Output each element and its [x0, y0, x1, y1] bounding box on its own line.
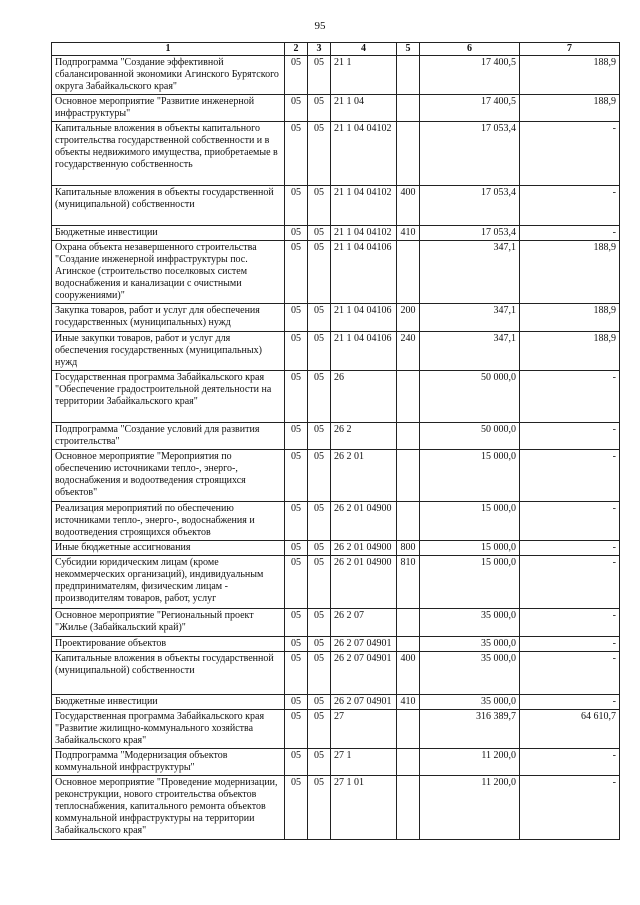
row-section-cell: 05: [285, 371, 308, 423]
row-name-cell: Капитальные вложения в объекты государственной (муниципальной) собственности: [52, 186, 285, 226]
row-amount-cell: 11 200,0: [420, 776, 520, 840]
row-expense-type-cell: 240: [397, 332, 420, 371]
row-federal-amount-cell: 188,9: [520, 332, 620, 371]
row-target-code-cell: 21 1 04 04102: [331, 226, 397, 241]
column-header-4: 4: [331, 43, 397, 56]
row-target-code-cell: 26 2 01 04900: [331, 502, 397, 541]
table-row: [52, 95, 620, 122]
row-amount-cell: 316 389,7: [420, 710, 520, 749]
row-expense-type-cell: [397, 450, 420, 502]
budget-table: [51, 42, 620, 840]
row-federal-amount-cell: -: [520, 226, 620, 241]
row-expense-type-cell: 800: [397, 541, 420, 556]
row-subsection-cell: 05: [308, 332, 331, 371]
row-federal-amount-cell: 188,9: [520, 95, 620, 122]
row-target-code-cell: 27 1 01: [331, 776, 397, 840]
row-federal-amount-cell: 188,9: [520, 56, 620, 95]
row-subsection-cell: 05: [308, 695, 331, 710]
row-federal-amount-cell: -: [520, 450, 620, 502]
row-section-cell: 05: [285, 241, 308, 304]
row-target-code-cell: 21 1 04 04106: [331, 332, 397, 371]
row-name-cell: Государственная программа Забайкальского края "Обеспечение градостроительной деятельности на территории Забайкальского края": [52, 371, 285, 423]
row-subsection-cell: 05: [308, 556, 331, 609]
row-target-code-cell: 26 2 07: [331, 609, 397, 637]
row-name-cell: Основное мероприятие "Мероприятия по обеспечению источниками тепло-, энерго-, водоснабжения и водоотведения строящихся объектов": [52, 450, 285, 502]
row-section-cell: 05: [285, 226, 308, 241]
table-row: [52, 776, 620, 840]
row-section-cell: 05: [285, 710, 308, 749]
row-amount-cell: 347,1: [420, 241, 520, 304]
row-target-code-cell: 26 2 01 04900: [331, 541, 397, 556]
row-federal-amount-cell: -: [520, 749, 620, 776]
row-amount-cell: 11 200,0: [420, 749, 520, 776]
row-target-code-cell: 26 2: [331, 423, 397, 450]
table-row: [52, 652, 620, 695]
row-name-cell: Основное мероприятие "Развитие инженерной инфраструктуры": [52, 95, 285, 122]
table-row: [52, 332, 620, 371]
row-section-cell: 05: [285, 186, 308, 226]
row-target-code-cell: 26 2 07 04901: [331, 695, 397, 710]
row-name-cell: Проектирование объектов: [52, 637, 285, 652]
row-amount-cell: 35 000,0: [420, 652, 520, 695]
row-amount-cell: 347,1: [420, 332, 520, 371]
row-expense-type-cell: [397, 710, 420, 749]
row-target-code-cell: 21 1 04 04106: [331, 304, 397, 332]
table-row: [52, 122, 620, 186]
row-target-code-cell: 21 1 04 04102: [331, 186, 397, 226]
table-row: [52, 371, 620, 423]
row-section-cell: 05: [285, 749, 308, 776]
row-name-cell: Иные бюджетные ассигнования: [52, 541, 285, 556]
row-name-cell: Охрана объекта незавершенного строительства "Создание инженерной инфраструктуры пос. Агинское (строительство поселковых систем водоснабжения и канализации с очистными сооружениями)": [52, 241, 285, 304]
row-subsection-cell: 05: [308, 304, 331, 332]
row-section-cell: 05: [285, 556, 308, 609]
row-subsection-cell: 05: [308, 710, 331, 749]
row-expense-type-cell: 400: [397, 652, 420, 695]
column-header-7: 7: [520, 43, 620, 56]
row-amount-cell: 17 053,4: [420, 186, 520, 226]
row-section-cell: 05: [285, 332, 308, 371]
row-name-cell: Капитальные вложения в объекты государственной (муниципальной) собственности: [52, 652, 285, 695]
row-expense-type-cell: [397, 56, 420, 95]
column-header-5: 5: [397, 43, 420, 56]
row-section-cell: 05: [285, 652, 308, 695]
row-name-cell: Бюджетные инвестиции: [52, 695, 285, 710]
row-name-cell: Подпрограмма "Создание эффективной сбалансированной экономики Агинского Бурятского округа Забайкальского края": [52, 56, 285, 95]
table-row: [52, 695, 620, 710]
row-subsection-cell: 05: [308, 95, 331, 122]
table-row: [52, 423, 620, 450]
row-subsection-cell: 05: [308, 749, 331, 776]
row-federal-amount-cell: -: [520, 371, 620, 423]
table-row: [52, 502, 620, 541]
row-federal-amount-cell: -: [520, 609, 620, 637]
table-header-row: [52, 43, 620, 56]
row-name-cell: Подпрограмма "Модернизация объектов коммунальной инфраструктуры": [52, 749, 285, 776]
row-section-cell: 05: [285, 423, 308, 450]
row-target-code-cell: 26 2 01: [331, 450, 397, 502]
row-section-cell: 05: [285, 122, 308, 186]
row-target-code-cell: 26 2 01 04900: [331, 556, 397, 609]
row-name-cell: Основное мероприятие "Региональный проект "Жилье (Забайкальский край)": [52, 609, 285, 637]
row-subsection-cell: 05: [308, 226, 331, 241]
row-section-cell: 05: [285, 450, 308, 502]
row-federal-amount-cell: 64 610,7: [520, 710, 620, 749]
row-amount-cell: 35 000,0: [420, 609, 520, 637]
table-row: [52, 186, 620, 226]
row-expense-type-cell: [397, 502, 420, 541]
table-row: [52, 556, 620, 609]
column-header-3: 3: [308, 43, 331, 56]
row-amount-cell: 15 000,0: [420, 556, 520, 609]
table-row: [52, 304, 620, 332]
row-expense-type-cell: [397, 371, 420, 423]
row-target-code-cell: 26 2 07 04901: [331, 652, 397, 695]
row-target-code-cell: 26 2 07 04901: [331, 637, 397, 652]
row-subsection-cell: 05: [308, 652, 331, 695]
row-subsection-cell: 05: [308, 122, 331, 186]
row-expense-type-cell: 410: [397, 226, 420, 241]
row-expense-type-cell: [397, 95, 420, 122]
row-name-cell: Капитальные вложения в объекты капитального строительства государственной собственности и в объекты недвижимого имущества, приобретаемые в государственную собственность: [52, 122, 285, 186]
row-name-cell: Иные закупки товаров, работ и услуг для обеспечения государственных (муниципальных) нужд: [52, 332, 285, 371]
table-row: [52, 749, 620, 776]
row-expense-type-cell: 810: [397, 556, 420, 609]
row-amount-cell: 17 053,4: [420, 122, 520, 186]
column-header-1: 1: [52, 43, 285, 56]
row-federal-amount-cell: -: [520, 122, 620, 186]
row-amount-cell: 15 000,0: [420, 450, 520, 502]
row-expense-type-cell: [397, 637, 420, 652]
row-expense-type-cell: 400: [397, 186, 420, 226]
row-name-cell: Государственная программа Забайкальского края "Развитие жилищно-коммунального хозяйства Забайкальского края": [52, 710, 285, 749]
row-subsection-cell: 05: [308, 502, 331, 541]
row-federal-amount-cell: -: [520, 502, 620, 541]
row-expense-type-cell: [397, 423, 420, 450]
row-name-cell: Бюджетные инвестиции: [52, 226, 285, 241]
row-target-code-cell: 21 1: [331, 56, 397, 95]
row-federal-amount-cell: -: [520, 637, 620, 652]
row-amount-cell: 347,1: [420, 304, 520, 332]
row-target-code-cell: 21 1 04 04102: [331, 122, 397, 186]
row-expense-type-cell: [397, 609, 420, 637]
table-row: [52, 56, 620, 95]
row-target-code-cell: 26: [331, 371, 397, 423]
row-expense-type-cell: [397, 749, 420, 776]
row-section-cell: 05: [285, 637, 308, 652]
row-expense-type-cell: [397, 241, 420, 304]
row-name-cell: Субсидии юридическим лицам (кроме некоммерческих организаций), индивидуальным предпринимателям, физическим лицам - производителям товаров, работ, услуг: [52, 556, 285, 609]
row-federal-amount-cell: -: [520, 423, 620, 450]
row-section-cell: 05: [285, 502, 308, 541]
table-row: [52, 541, 620, 556]
table-row: [52, 226, 620, 241]
row-section-cell: 05: [285, 541, 308, 556]
column-header-2: 2: [285, 43, 308, 56]
row-target-code-cell: 27: [331, 710, 397, 749]
row-federal-amount-cell: 188,9: [520, 304, 620, 332]
row-subsection-cell: 05: [308, 541, 331, 556]
table-row: [52, 450, 620, 502]
row-target-code-cell: 21 1 04: [331, 95, 397, 122]
row-subsection-cell: 05: [308, 423, 331, 450]
row-section-cell: 05: [285, 95, 308, 122]
row-name-cell: Основное мероприятие "Проведение модернизации, реконструкции, нового строительства объектов теплоснабжения, капитального ремонта объектов коммунальной инфраструктуры на территории Забайкальского края": [52, 776, 285, 840]
row-section-cell: 05: [285, 304, 308, 332]
row-subsection-cell: 05: [308, 241, 331, 304]
row-subsection-cell: 05: [308, 56, 331, 95]
row-target-code-cell: 21 1 04 04106: [331, 241, 397, 304]
row-federal-amount-cell: -: [520, 776, 620, 840]
row-federal-amount-cell: -: [520, 652, 620, 695]
row-amount-cell: 17 400,5: [420, 56, 520, 95]
row-section-cell: 05: [285, 776, 308, 840]
table-row: [52, 609, 620, 637]
row-expense-type-cell: 200: [397, 304, 420, 332]
row-subsection-cell: 05: [308, 637, 331, 652]
table-row: [52, 637, 620, 652]
row-amount-cell: 15 000,0: [420, 502, 520, 541]
row-expense-type-cell: [397, 776, 420, 840]
row-subsection-cell: 05: [308, 450, 331, 502]
row-name-cell: Реализация мероприятий по обеспечению источниками тепло-, энерго-, водоснабжения и водоотведения строящихся объектов: [52, 502, 285, 541]
row-subsection-cell: 05: [308, 609, 331, 637]
row-subsection-cell: 05: [308, 371, 331, 423]
row-federal-amount-cell: -: [520, 556, 620, 609]
row-target-code-cell: 27 1: [331, 749, 397, 776]
row-federal-amount-cell: -: [520, 695, 620, 710]
row-federal-amount-cell: -: [520, 186, 620, 226]
row-amount-cell: 17 400,5: [420, 95, 520, 122]
row-subsection-cell: 05: [308, 776, 331, 840]
row-name-cell: Подпрограмма "Создание условий для развития строительства": [52, 423, 285, 450]
row-expense-type-cell: [397, 122, 420, 186]
row-amount-cell: 50 000,0: [420, 423, 520, 450]
row-amount-cell: 17 053,4: [420, 226, 520, 241]
row-amount-cell: 35 000,0: [420, 695, 520, 710]
row-federal-amount-cell: 188,9: [520, 241, 620, 304]
page-number: 95: [314, 20, 326, 32]
row-amount-cell: 35 000,0: [420, 637, 520, 652]
row-amount-cell: 50 000,0: [420, 371, 520, 423]
table-row: [52, 241, 620, 304]
row-section-cell: 05: [285, 56, 308, 95]
row-amount-cell: 15 000,0: [420, 541, 520, 556]
row-section-cell: 05: [285, 609, 308, 637]
row-subsection-cell: 05: [308, 186, 331, 226]
row-expense-type-cell: 410: [397, 695, 420, 710]
row-section-cell: 05: [285, 695, 308, 710]
row-name-cell: Закупка товаров, работ и услуг для обеспечения государственных (муниципальных) нужд: [52, 304, 285, 332]
table-row: [52, 710, 620, 749]
row-federal-amount-cell: -: [520, 541, 620, 556]
column-header-6: 6: [420, 43, 520, 56]
